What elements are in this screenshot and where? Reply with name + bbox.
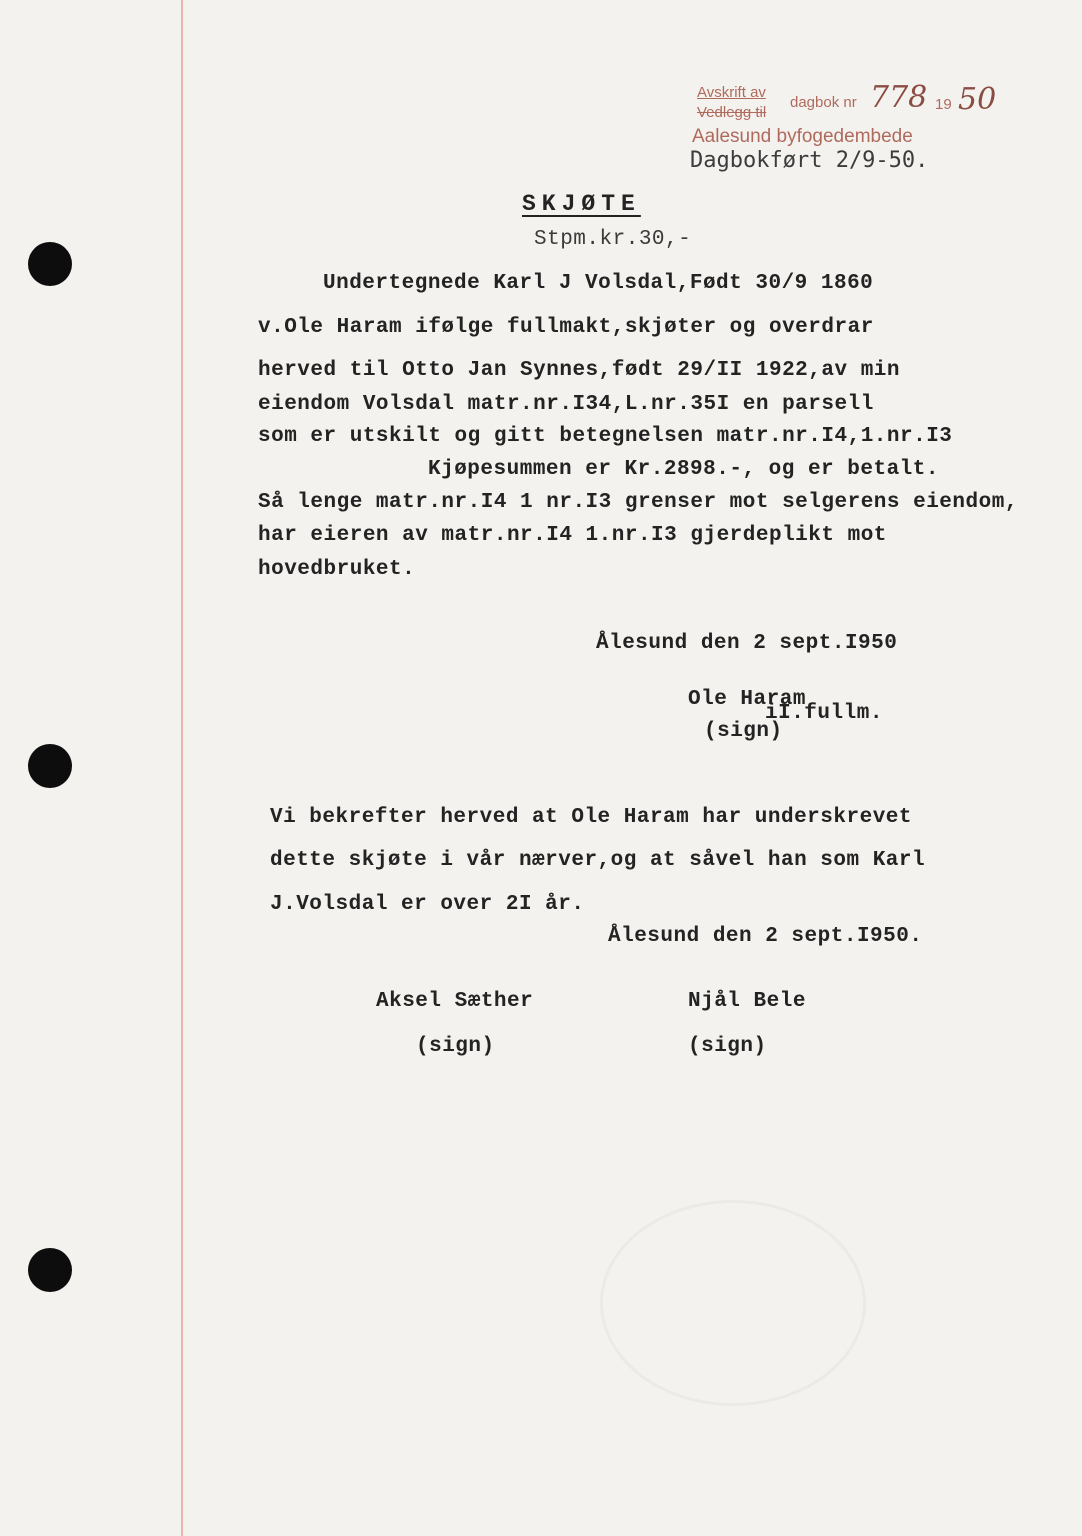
body-line: herved til Otto Jan Synnes,født 29/II 1922,av min (258, 359, 901, 382)
body-line: som er utskilt og gitt betegnelsen matr.nr.I4,1.nr.I3 (258, 425, 953, 448)
signer-name: Ole Haram (688, 688, 806, 711)
signer-role: iI.fullm. (765, 702, 883, 725)
stamp-handwritten-year: 50 (958, 82, 997, 117)
watermark-ghost (600, 1200, 866, 1406)
place-date: Ålesund den 2 sept.I950. (608, 925, 923, 948)
body-line: Undertegnede Karl J Volsdal,Født 30/9 1860 (323, 272, 874, 295)
punch-hole-middle (28, 744, 72, 788)
body-line: eiendom Volsdal matr.nr.I34,L.nr.35I en parsell (258, 393, 874, 416)
witness-1-name: Aksel Sæther (376, 990, 534, 1013)
stamp-dagbok: dagbok nr (790, 94, 857, 111)
witness-line: J.Volsdal er over 2I år. (270, 893, 585, 916)
place-date: Ålesund den 2 sept.I950 (596, 632, 898, 655)
witness-2-sign: (sign) (688, 1035, 767, 1058)
witness-line: dette skjøte i vår nærver,og at såvel han som Karl (270, 849, 926, 872)
body-line: v.Ole Haram ifølge fullmakt,skjøter og overdrar (258, 316, 874, 339)
witness-line: Vi bekrefter herved at Ole Haram har underskrevet (270, 806, 913, 829)
body-line: Så lenge matr.nr.I4 1 nr.I3 grenser mot selgerens eiendom, (258, 491, 1018, 514)
punch-hole-bottom (28, 1248, 72, 1292)
punch-hole-top (28, 242, 72, 286)
stamp-year-prefix: 19 (935, 96, 952, 113)
margin-line (181, 0, 183, 1536)
witness-1-sign: (sign) (416, 1035, 495, 1058)
witness-2-name: Njål Bele (688, 990, 806, 1013)
stamp-avskrift: Avskrift av (697, 84, 766, 101)
body-line: hovedbruket. (258, 558, 416, 581)
stamp-handwritten-number: 778 (870, 80, 928, 115)
body-line: har eieren av matr.nr.I4 1.nr.I3 gjerdeplikt mot (258, 524, 887, 547)
stamp-dagbokfort: Dagbokført 2/9-50. (690, 148, 929, 173)
signer-sign: (sign) (704, 720, 783, 743)
stamp-fee: Stpm.kr.30,- (534, 228, 692, 251)
stamp-vedlegg: Vedlegg til (697, 104, 767, 121)
stamp-office: Aalesund byfogedembede (692, 126, 913, 147)
body-line: Kjøpesummen er Kr.2898.-, og er betalt. (428, 458, 939, 481)
document-title: SKJØTE (522, 191, 641, 217)
